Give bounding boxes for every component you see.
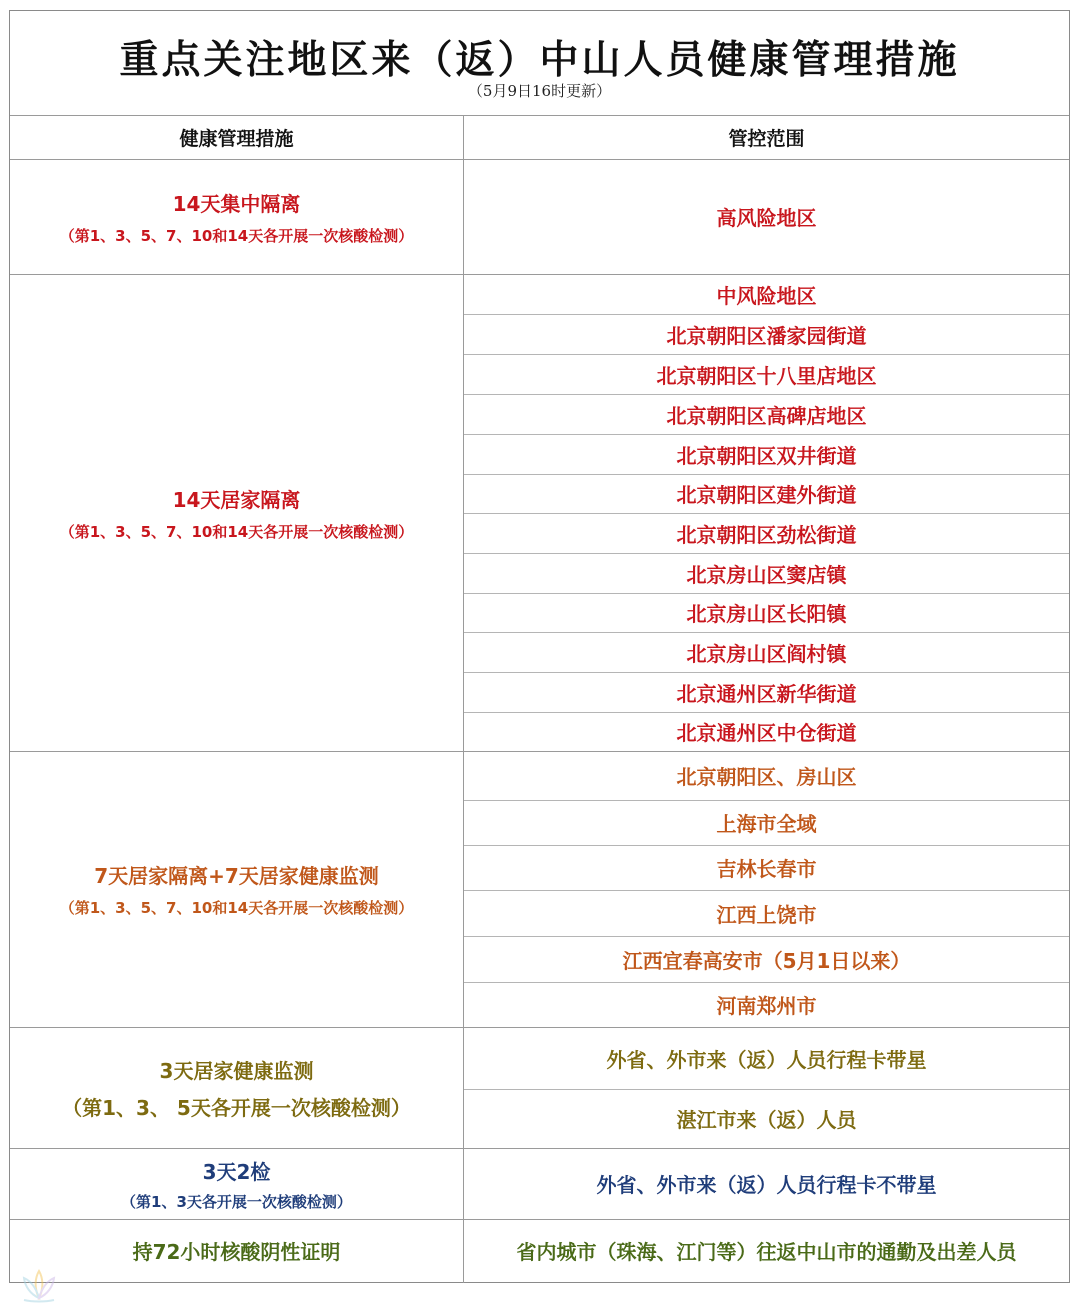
scope-item: 湛江市来（返）人员	[676, 1108, 857, 1132]
measure-note: （第1、3、5、7、10和14天各开展一次核酸检测）	[59, 899, 414, 917]
measure-title: 14天集中隔离	[172, 191, 301, 216]
scope-item: 上海市全域	[716, 812, 817, 836]
measure-note: （第1、3、5、7、10和14天各开展一次核酸检测）	[59, 522, 414, 541]
measure-note: （第1、3、 5天各开展一次核酸检测）	[62, 1095, 411, 1120]
scope-item: 北京房山区窦店镇	[686, 562, 847, 587]
scope-item: 河南郑州市	[716, 994, 817, 1018]
measure-title: 持72小时核酸阴性证明	[132, 1240, 341, 1264]
scope-item: 北京朝阳区劲松街道	[676, 522, 857, 547]
measure-cell	[10, 1148, 463, 1219]
scope-item: 北京朝阳区十八里店地区	[656, 363, 877, 388]
scope-item: 北京朝阳区双井街道	[676, 443, 857, 468]
measure-cell	[10, 274, 463, 751]
page-title: 重点关注地区来（返）中山人员健康管理措施	[119, 37, 960, 83]
scope-item: 江西上饶市	[716, 902, 817, 927]
scope-item: 外省、外市来（返）人员行程卡带星	[606, 1047, 927, 1072]
measure-title: 3天居家健康监测	[159, 1058, 314, 1083]
scope-item: 中风险地区	[716, 283, 817, 308]
scope-item: 吉林长春市	[716, 857, 817, 881]
scope-item: 北京朝阳区建外街道	[676, 483, 857, 507]
lotus-watermark-icon	[16, 1268, 62, 1304]
scope-item: 北京朝阳区、房山区	[676, 765, 857, 789]
measures-table	[9, 10, 1070, 1283]
header-scope: 管控范围	[728, 127, 805, 150]
measure-note: （第1、3、5、7、10和14天各开展一次核酸检测）	[59, 226, 414, 245]
measure-cell	[10, 1027, 463, 1148]
scope-item: 北京通州区新华街道	[676, 681, 857, 706]
scope-item: 省内城市（珠海、江门等）往返中山市的通勤及出差人员	[516, 1240, 1017, 1264]
measure-title: 7天居家隔离+7天居家健康监测	[94, 864, 379, 888]
measure-note: （第1、3天各开展一次核酸检测）	[121, 1192, 352, 1211]
measure-title: 14天居家隔离	[172, 487, 301, 512]
scope-item: 高风险地区	[716, 206, 817, 230]
scope-item: 江西宜春高安市（5月1日以来）	[622, 948, 911, 973]
scope-item: 北京朝阳区高碑店地区	[666, 403, 867, 428]
scope-item: 北京房山区长阳镇	[686, 602, 847, 626]
header-measures: 健康管理措施	[179, 127, 294, 150]
measure-title: 3天2检	[202, 1159, 271, 1184]
measure-cell	[10, 1219, 463, 1282]
scope-item: 北京通州区中仓街道	[676, 721, 857, 745]
scope-item: 北京朝阳区潘家园街道	[666, 323, 867, 348]
measure-cell	[10, 159, 463, 274]
scope-item: 北京房山区阎村镇	[686, 641, 847, 666]
measure-cell	[10, 751, 463, 1027]
update-time: （5月9日16时更新）	[467, 82, 612, 100]
scope-item: 外省、外市来（返）人员行程卡不带星	[596, 1173, 937, 1197]
